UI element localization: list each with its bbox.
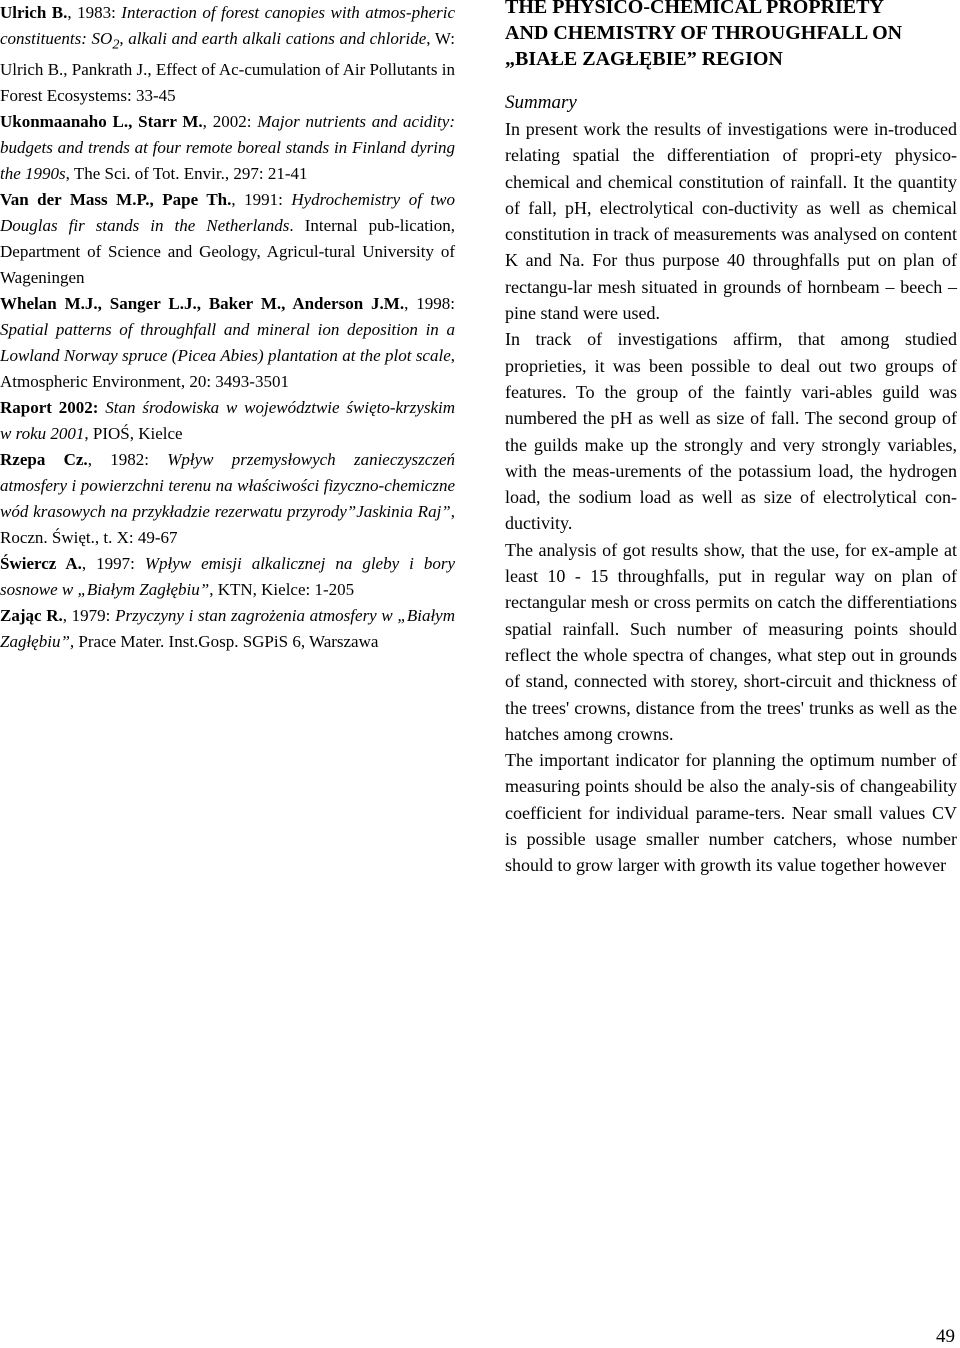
- reference-item: [0, 0, 455, 109]
- reference-title: Wpływ emisji alkalicznej na gleby i bory sosnowe w „Białym Zagłębiu”: [0, 554, 455, 600]
- reference-year: , 2002:: [202, 112, 258, 132]
- reference-authors: Świercz A.: [0, 554, 82, 574]
- reference-source: , The Sci. of Tot. Envir., 297: 21-41: [65, 164, 308, 184]
- reference-source: Prace Mater. Inst.Gosp. SGPiS 6, Warszawa: [74, 632, 379, 652]
- reference-title-cont: , alkali and earth alkali cations and chloride: [119, 29, 427, 48]
- reference-source: , Atmospheric Environment, 20: 3493-3501: [0, 346, 455, 392]
- reference-item: [0, 447, 455, 551]
- reference-year: , 1998:: [404, 294, 455, 314]
- reference-list: [0, 0, 455, 655]
- reference-authors: Whelan M.J., Sanger L.J., Baker M., Anderson J.M.: [0, 294, 405, 314]
- reference-item: [0, 109, 455, 187]
- reference-subscript: 2: [112, 36, 120, 53]
- reference-authors: Zając R.: [0, 606, 63, 626]
- article-title-line: THE PHYSICO-CHEMICAL PROPRIETY: [505, 0, 884, 18]
- reference-source: , KTN, Kielce: 1-205: [209, 580, 355, 600]
- reference-source: , PIOŚ, Kielce: [84, 424, 183, 444]
- reference-authors: Rzepa Cz.: [0, 450, 88, 470]
- reference-authors: Raport 2002:: [0, 398, 106, 418]
- reference-source: , W: Ulrich B., Pankrath J., Effect of Ac-cumulation of Air Pollutants in Forest Ecosystems: 33-45: [0, 29, 455, 106]
- reference-source: . Internal pub-lication, Department of Science and Geology, Agricul-tural University of Wageningen: [0, 216, 455, 288]
- reference-authors: Ulrich B.: [0, 3, 68, 22]
- reference-item: [0, 551, 455, 603]
- summary-paragraph: In track of investigations affirm, that among studied proprieties, it was been possible to deal out two groups of features. To the group of the faintly vari-ables guild was numbered the pH as well as size of fall. The second group of the guilds make up the strongly and very strongly variables, with the meas-urements of the potassium load, the hydrogen load, the sodium load as well as size of electrolytical con-ductivity.: [505, 329, 957, 534]
- reference-source: , Roczn. Święt., t. X: 49-67: [0, 502, 455, 548]
- reference-year: , 1991:: [231, 190, 292, 210]
- reference-title: Interaction of forest canopies with atmos-pheric constituents: SO: [0, 3, 455, 48]
- reference-year: , 1997:: [81, 554, 145, 574]
- reference-title: Wpływ przemysłowych zanieczyszczeń atmosfery i powierzchni terenu na właściwości fizyczno-chemiczne wód krasowych na przykładzie rezerwatu przyrody”Jaskinia Raj”: [0, 450, 455, 522]
- reference-year: , 1979:: [62, 606, 116, 626]
- article-summary: [505, 0, 957, 879]
- summary-heading: Summary: [505, 92, 577, 113]
- reference-item: [0, 603, 455, 655]
- summary-paragraph: The important indicator for planning the optimum number of measuring points should be also the analy-sis of changeability coefficient for individual parame-ters. Near small values CV is possible usage smaller number catchers, whose number should to grow larger with growth its value together however: [505, 750, 957, 876]
- reference-year: , 1983:: [67, 3, 122, 22]
- reference-title: Spatial patterns of throughfall and mineral ion deposition in a Lowland Norway spruce (Picea Abies) plantation at the plot scale: [0, 320, 455, 366]
- summary-paragraph: The analysis of got results show, that the use, for ex-ample at least 10 - 15 throughfalls, put in regular way on plan of rectangular mesh or cross permits on catch the differentiations spatial rainfall. Such number of measuring points should reflect the whole spectra of changes, what step out in grounds of stand, connected with storey, short-circuit and thickness of the trees' crowns, distance from the trees' trunks as well as the hatches among crowns.: [505, 539, 957, 744]
- page-number: 49: [936, 1326, 955, 1347]
- reference-year: , 1982:: [87, 450, 168, 470]
- article-title-line: „BIAŁE ZAGŁĘBIE” REGION: [505, 48, 783, 70]
- reference-authors: Ukonmaanaho L., Starr M.: [0, 112, 203, 132]
- reference-title: Stan środowiska w województwie święto-krzyskim w roku 2001: [0, 398, 455, 444]
- summary-paragraph: In present work the results of investigations were in-troduced relating spatial the differentiation of propri-ety physico-chemical and chemical constitution of rainfall. It the quantity of fall, pH, electrolytical con-ductivity as well as chemical constitution in track of measurements was analysed on content K and Na. For thus purpose 40 throughfalls put on plan of rectangu-lar mesh situated in grounds of hornbeam – beech – pine stand were used.: [505, 119, 957, 324]
- reference-item: [0, 187, 455, 291]
- reference-title: Hydrochemistry of two Douglas fir stands in the Netherlands: [0, 190, 455, 236]
- reference-item: [0, 291, 455, 395]
- article-title: [505, 0, 957, 72]
- reference-title: Przyczyny i stan zagrożenia atmosfery w „Białym Zagłębiu”,: [0, 606, 456, 652]
- reference-title: Major nutrients and acidity: budgets and trends at four remote boreal stands in Finland dyring the 1990s: [0, 112, 455, 184]
- reference-item: [0, 395, 455, 447]
- reference-authors: Van der Mass M.P., Pape Th.: [0, 190, 232, 210]
- article-title-line: AND CHEMISTRY OF THROUGHFALL ON: [505, 22, 903, 44]
